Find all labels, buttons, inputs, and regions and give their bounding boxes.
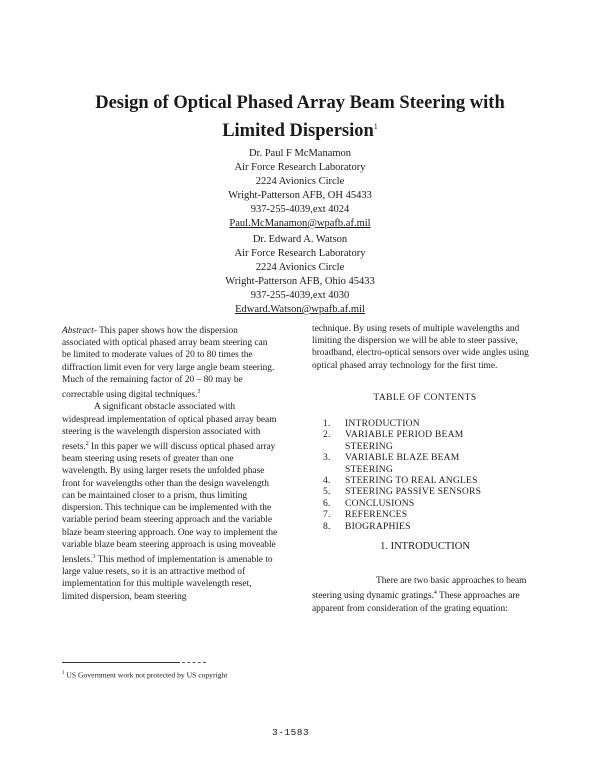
body-text: These approaches are apparent from consideration of the grating equation: (312, 591, 520, 614)
section-heading-introduction: 1. INTRODUCTION (380, 541, 470, 553)
toc-item-number: 6. (323, 497, 331, 509)
toc-item (323, 418, 538, 429)
introduction-paragraph (312, 575, 538, 615)
toc-item-label: REFERENCES (345, 509, 408, 521)
toc-item (323, 486, 538, 497)
footnote-text: US Government work not protected by US copyright (64, 670, 228, 680)
right-column (312, 323, 538, 615)
citation-ref: 2 (85, 440, 89, 447)
toc-item (323, 509, 538, 520)
toc-item (323, 521, 538, 532)
title-line-2: Limited Dispersion (222, 121, 374, 142)
author-city: Wright-Patterson AFB, Ohio 45433 (225, 276, 375, 287)
citation-ref: 3 (197, 389, 201, 396)
author-street: 2224 Avionics Circle (255, 176, 345, 187)
author-block-2 (150, 233, 450, 317)
toc-item (323, 498, 538, 509)
body-text: A significant obstacle associated with widespread implementation of optical phased array beam steering is the wavelength dispersion associated with resets. (62, 402, 277, 453)
paper-title (60, 92, 540, 143)
footnote-divider-dashed (182, 662, 206, 663)
abstract-paragraph (62, 325, 278, 401)
author-street: 2224 Avionics Circle (255, 262, 345, 273)
footnote (62, 669, 362, 681)
toc-item-number: 4. (323, 475, 331, 487)
toc-item-label: STEERING TO REAL ANGLES (345, 475, 478, 487)
continuation-paragraph: technique. By using resets of multiple wavelengths and limiting the dispersion we will be able to steer passive, broadband, electro-optical sensors over wide angles using optical phased array technology for the first time. (312, 324, 529, 371)
citation-ref: 3 (92, 553, 96, 560)
author-email-link[interactable]: Paul.McManamon@wpafb.af.mil (229, 218, 371, 229)
body-text: There are two basic approaches to beam steering using dynamic gratings. (312, 576, 527, 602)
page-number: 3-1583 (272, 727, 310, 738)
toc-item-number: 2. (323, 429, 331, 441)
title-footnote-mark: 1 (373, 122, 378, 131)
toc-item-label: VARIABLE BLAZE BEAM STEERING (345, 452, 460, 475)
author-name: Dr. Edward A. Watson (252, 234, 348, 245)
toc-item-label: VARIABLE PERIOD BEAM STEERING (345, 429, 464, 452)
abstract-text: This paper shows how the dispersion associated with optical phased array beam steering can be limited to moderate values of 20 to 80 times the diffraction limit even for very large angle beam steering. Much of the remaining factor of 20 – 80 may be correctable using digital techniques. (62, 326, 275, 401)
author-organization: Air Force Research Laboratory (234, 162, 366, 173)
author-organization: Air Force Research Laboratory (234, 248, 366, 259)
author-phone: 937-255-4039,ext 4030 (250, 290, 350, 301)
toc-item-label: CONCLUSIONS (345, 497, 415, 509)
toc-item-label: INTRODUCTION (345, 418, 420, 430)
toc-item-number: 3. (323, 452, 331, 464)
toc-item-number: 8. (323, 520, 331, 532)
toc-item (323, 429, 538, 452)
author-block-1 (150, 147, 450, 231)
toc-item-number: 5. (323, 486, 331, 498)
toc-item-label: STEERING PASSIVE SENSORS (345, 486, 482, 498)
footnote-divider (62, 662, 180, 663)
toc-item-number: 7. (323, 509, 331, 521)
toc-heading: TABLE OF CONTENTS (373, 392, 477, 403)
toc-item-number: 1. (323, 418, 331, 430)
toc-item (323, 452, 538, 475)
toc-item (323, 475, 538, 486)
body-text: In this paper we will discuss optical phased array beam steering using resets of greater than one wavelength. By using larger resets the unfolded phase front for wavelengths other than the design wavelength can be maintained closer to a prism, thus limiting dispersion. This technique can be implemented with the variable period beam steering approach and the variable blaze beam steering approach. One way to implement the variable blaze beam steering approach is using moveable lenslets. (62, 442, 278, 566)
table-of-contents (312, 418, 538, 532)
author-city: Wright-Patterson AFB, OH 45433 (228, 190, 372, 201)
toc-item-label: BIOGRAPHIES (345, 520, 411, 532)
author-name: Dr. Paul F McManamon (248, 148, 352, 159)
body-text: This method of implementation is amenable to large value resets, so it is an attractive method of implementation for this multiple wavelength reset, limited dispersion, beam steering (62, 555, 273, 602)
author-email-link[interactable]: Edward.Watson@wpafb.af.mil (235, 304, 365, 315)
body-paragraph (62, 401, 278, 603)
title-line-1: Design of Optical Phased Array Beam Steering with (95, 93, 505, 113)
footnote-mark: 1 (62, 671, 65, 676)
abstract-label: Abstract- (62, 326, 97, 336)
left-column (62, 325, 278, 603)
citation-ref: 4 (433, 590, 437, 597)
author-phone: 937-255-4039,ext 4024 (250, 204, 350, 215)
